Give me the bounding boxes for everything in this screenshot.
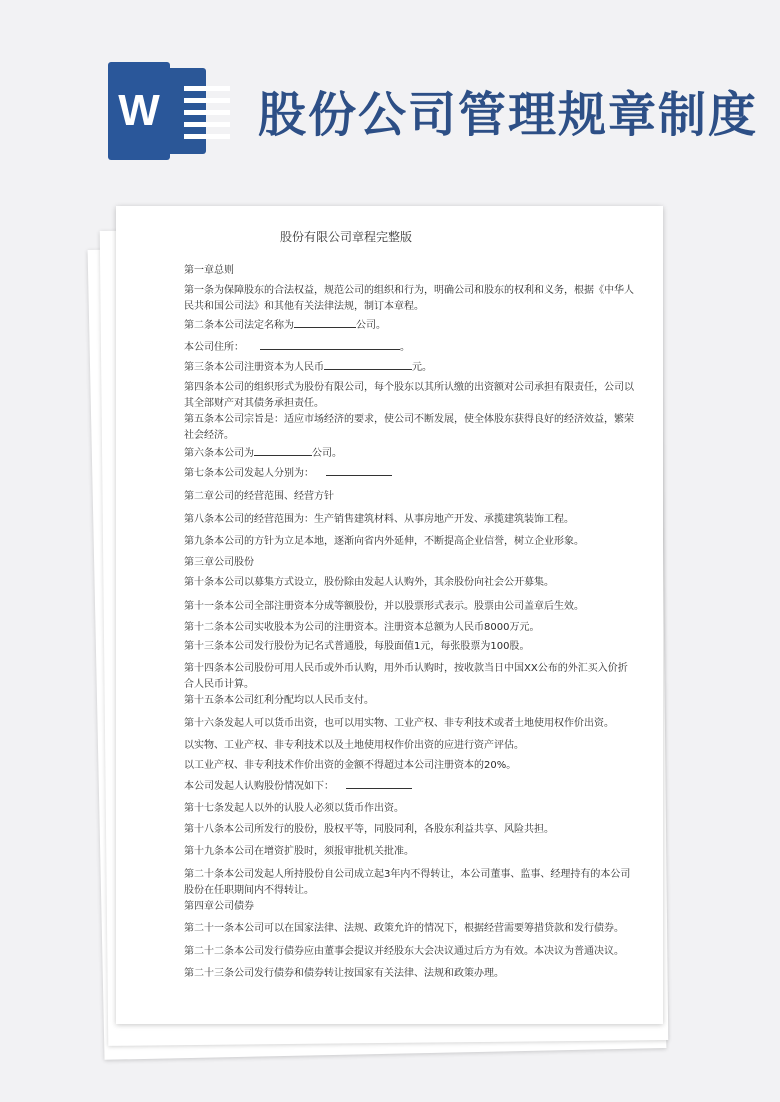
- article-paragraph: 第四条本公司的组织形式为股份有限公司，每个股东以其所认缴的出资额对公司承担有限责任，公司以其全部财产对其债务承担责任。: [184, 382, 634, 409]
- fill-blank: [294, 317, 356, 328]
- article-paragraph: [184, 778, 636, 795]
- document-title: 股份有限公司章程完整版: [279, 230, 412, 244]
- article-paragraph: [184, 339, 636, 356]
- article-paragraph: 第九条本公司的方针为立足本地，逐渐向省内外延伸，不断提高企业信誉，树立企业形象。: [184, 536, 584, 547]
- word-logo-cover: [108, 62, 170, 160]
- fill-blank: [254, 445, 312, 456]
- article-text: 本公司发起人认购股份情况如下：: [184, 781, 334, 792]
- article-paragraph: 第十九条本公司在增资扩股时，须报审批机关批准。: [184, 846, 414, 857]
- fill-blank: [346, 778, 412, 789]
- article-paragraph: 第十五条本公司红利分配均以人民币支付。: [184, 695, 374, 706]
- article-paragraph: [184, 445, 636, 462]
- article-text: 本公司住所：: [184, 342, 244, 353]
- article-paragraph: 第五条本公司宗旨是：适应市场经济的要求，使公司不断发展，使全体股东获得良好的经济效益，繁荣社会经济。: [184, 414, 634, 441]
- chapter-heading: 第四章公司债券: [184, 901, 254, 912]
- article-text: 元。: [412, 362, 432, 373]
- fill-blank: [324, 359, 412, 370]
- article-paragraph: [184, 465, 636, 482]
- article-paragraph: 第十三条本公司发行股份为记名式普通股，每股面值1元，每张股票为100股。: [184, 641, 530, 652]
- chapter-heading: 第三章公司股份: [184, 557, 254, 568]
- article-paragraph: 第二十一条本公司可以在国家法律、法规、政策允许的情况下，根据经营需要筹措贷款和发行债券。: [184, 923, 624, 934]
- article-text: 第二条本公司法定名称为: [184, 320, 294, 331]
- article-text: 公司。: [312, 448, 342, 459]
- article-text: 公司。: [356, 320, 386, 331]
- article-text: 第七条本公司发起人分别为：: [184, 468, 314, 479]
- article-text: 。: [400, 342, 410, 353]
- document-page: [116, 206, 663, 1024]
- article-paragraph: 第十八条本公司所发行的股份，股权平等，同股同利，各股东利益共享、风险共担。: [184, 824, 554, 835]
- chapter-heading: 第二章公司的经营范围、经营方针: [184, 491, 334, 502]
- article-paragraph: [184, 317, 636, 334]
- word-logo-letter: W: [118, 86, 160, 135]
- article-paragraph: 第十六条发起人可以货币出资，也可以用实物、工业产权、非专利技术或者土地使用权作价出资。: [184, 718, 614, 729]
- article-paragraph: 第十条本公司以募集方式设立，股份除由发起人认购外，其余股份向社会公开募集。: [184, 577, 554, 588]
- article-paragraph: 第二十三条公司发行债券和债券转让按国家有关法律、法规和政策办理。: [184, 968, 504, 979]
- article-paragraph: 第十二条本公司实收股本为公司的注册资本。注册资本总额为人民币8000万元。: [184, 622, 540, 633]
- article-paragraph: 第一条为保障股东的合法权益，规范公司的组织和行为，明确公司和股东的权利和义务，根据《中华人民共和国公司法》和其他有关法律法规，制订本章程。: [184, 285, 634, 312]
- article-paragraph: 第二十二条本公司发行债券应由董事会提议并经股东大会决议通过后方为有效。本决议为普通决议。: [184, 946, 624, 957]
- article-paragraph: 第十四条本公司股份可用人民币或外币认购，用外币认购时，按收款当日中国XX公布的外汇买入价折合人民币计算。: [184, 663, 628, 690]
- fill-blank: [260, 339, 400, 350]
- article-paragraph: 第二十条本公司发起人所持股份自公司成立起3年内不得转让，本公司董事、监事、经理持有的本公司股份在任职期间内不得转让。: [184, 869, 631, 896]
- page-title: 股份公司管理规章制度: [258, 87, 759, 143]
- article-text: 第三条本公司注册资本为人民币: [184, 362, 324, 373]
- article-paragraph: 以工业产权、非专利技术作价出资的金额不得超过本公司注册资本的20%。: [184, 760, 517, 771]
- word-app-icon: [108, 62, 208, 160]
- article-paragraph: 以实物、工业产权、非专利技术以及土地使用权作价出资的应进行资产评估。: [184, 740, 524, 751]
- article-text: 第六条本公司为: [184, 448, 254, 459]
- article-paragraph: [184, 359, 636, 376]
- chapter-heading: 第一章总则: [184, 265, 234, 276]
- article-paragraph: 第八条本公司的经营范围为：生产销售建筑材料、从事房地产开发、承揽建筑装饰工程。: [184, 514, 574, 525]
- article-paragraph: 第十一条本公司全部注册资本分成等额股份，并以股票形式表示。股票由公司盖章后生效。: [184, 601, 584, 612]
- article-paragraph: 第十七条发起人以外的认股人必须以货币作出资。: [184, 803, 404, 814]
- fill-blank: [326, 465, 392, 476]
- header: [0, 0, 780, 200]
